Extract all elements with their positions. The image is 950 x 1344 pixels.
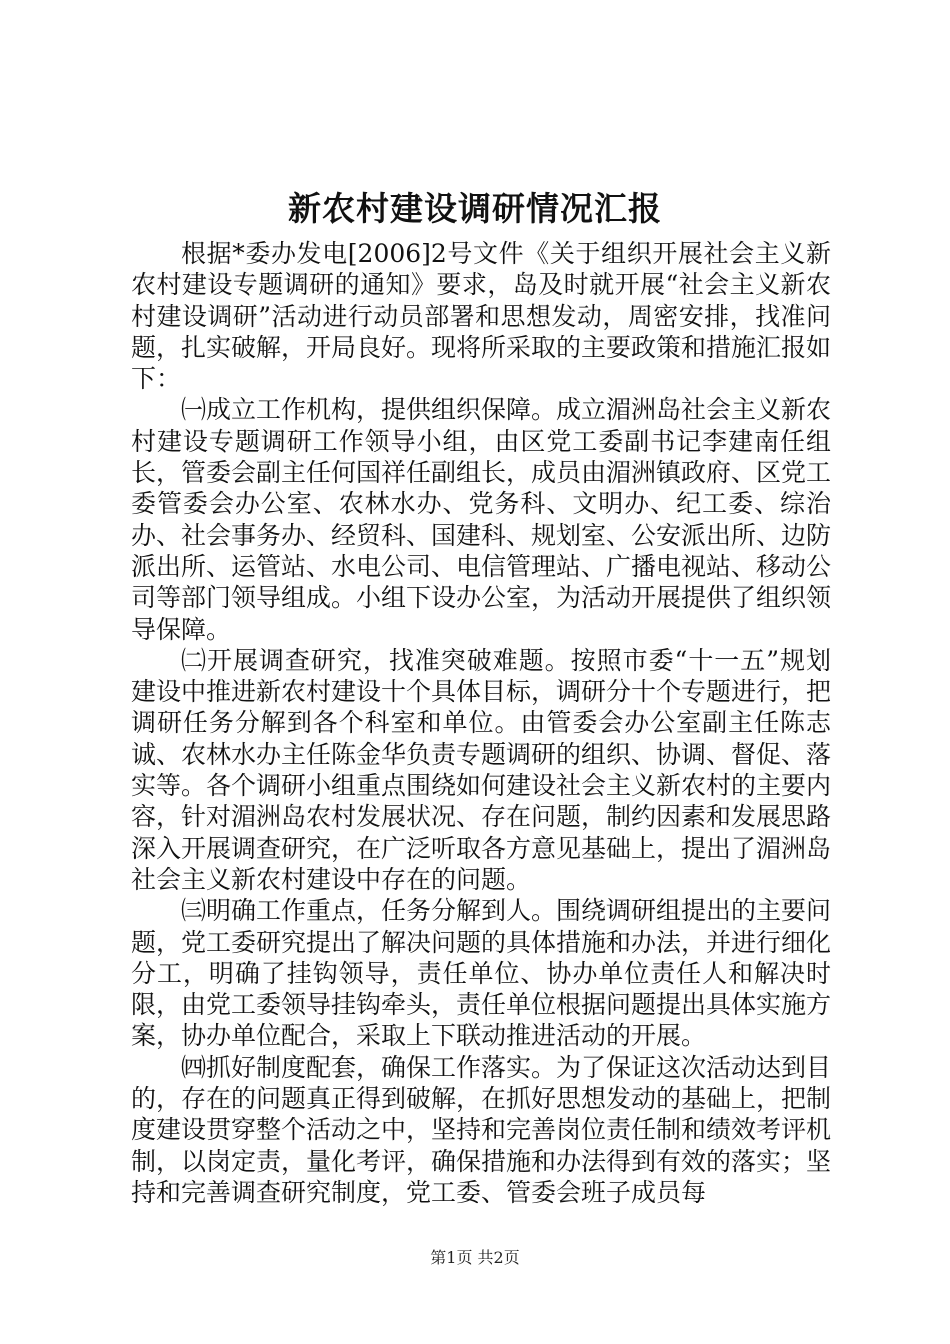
document-body — [131, 238, 831, 1208]
document-title: 新农村建设调研情况汇报 — [288, 189, 662, 228]
page-footer: 第1页 共2页 — [430, 1248, 520, 1267]
paragraph-section-4: ㈣抓好制度配套，确保工作落实。为了保证这次活动达到目的，存在的问题真正得到破解，在抓好思想发动的基础上，把制度建设贯穿整个活动之中，坚持和完善岗位责任制和绩效考评机制，以岗定责，量化考评，确保措施和办法得到有效的落实；坚持和完善调查研究制度，党工委、管委会班子成员每 — [131, 1052, 832, 1207]
paragraph-section-3: ㈢明确工作重点，任务分解到人。围绕调研组提出的主要问题，党工委研究提出了解决问题的具体措施和办法，并进行细化分工，明确了挂钩领导，责任单位、协办单位责任人和解决时限，由党工委领导挂钩牵头，责任单位根据问题提出具体实施方案，协办单位配合，采取上下联动推进活动的开展。 — [131, 896, 832, 1051]
paragraph-section-2: ㈡开展调查研究，找准突破难题。按照市委“十一五”规划建设中推进新农村建设十个具体目标，调研分十个专题进行，把调研任务分解到各个科室和单位。由管委会办公室副主任陈志诚、农林水办主任陈金华负责专题调研的组织、协调、督促、落实等。各个调研小组重点围绕如何建设社会主义新农村的主要内容，针对湄洲岛农村发展状况、存在问题，制约因素和发展思路深入开展调查研究，在广泛听取各方意见基础上，提出了湄洲岛社会主义新农村建设中存在的问题。 — [131, 645, 832, 894]
paragraph-intro: 根据*委办发电[2006]2号文件《关于组织开展社会主义新农村建设专题调研的通知》要求，岛及时就开展“社会主义新农村建设调研”活动进行动员部署和思想发动，周密安排，找准问题，扎实破解，开局良好。现将所采取的主要政策和措施汇报如下： — [131, 239, 832, 394]
paragraph-section-1: ㈠成立工作机构，提供组织保障。成立湄洲岛社会主义新农村建设专题调研工作领导小组，由区党工委副书记李建南任组长，管委会副主任何国祥任副组长，成员由湄洲镇政府、区党工委管委会办公室、农林水办、党务科、文明办、纪工委、综治办、社会事务办、经贸科、国建科、规划室、公安派出所、边防派出所、运管站、水电公司、电信管理站、广播电视站、移动公司等部门领导组成。小组下设办公室，为活动开展提供了组织领导保障。 — [131, 395, 832, 644]
